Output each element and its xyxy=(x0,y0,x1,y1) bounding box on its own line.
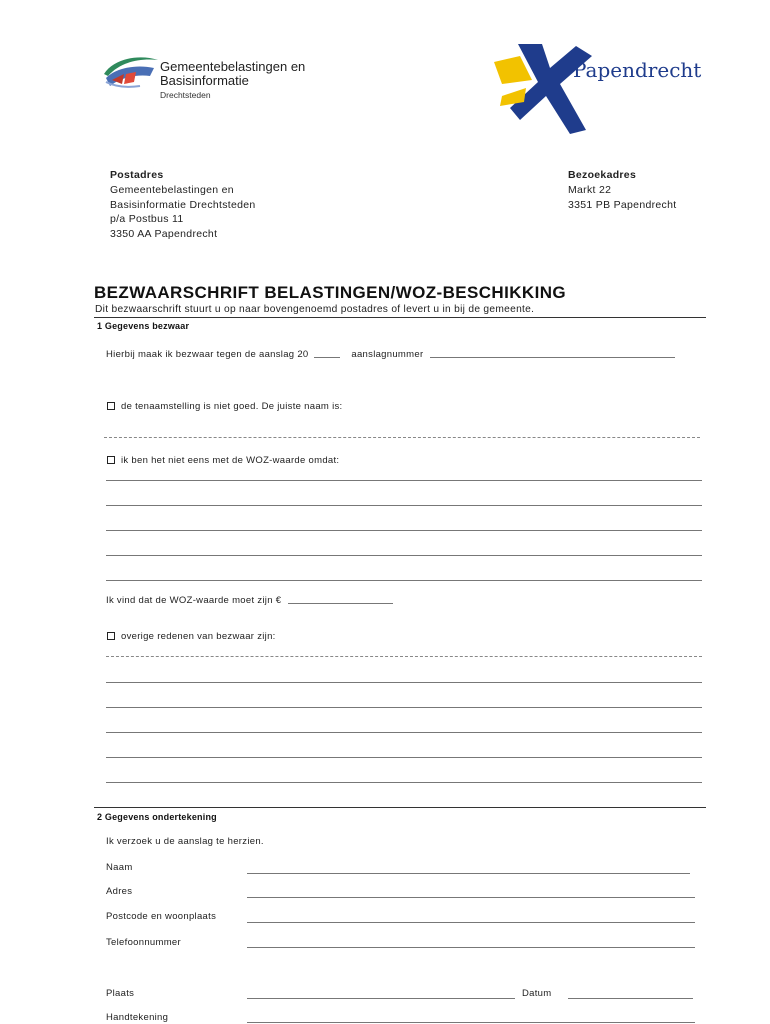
form-subtitle: Dit bezwaarschrift stuurt u op naar bovengenoemd postadres of levert u in bij de gemeente. xyxy=(95,304,535,315)
handtekening-label: Handtekening xyxy=(106,1012,169,1023)
bezoekadres-line: 3351 PB Papendrecht xyxy=(568,198,677,211)
datum-field[interactable] xyxy=(568,998,693,999)
option-woz-waarde[interactable] xyxy=(107,455,339,466)
aanslagnummer-field[interactable] xyxy=(430,349,675,358)
overige-reason-line[interactable] xyxy=(106,656,702,657)
section2-intro: Ik verzoek u de aanslag te herzien. xyxy=(106,836,264,847)
section-divider xyxy=(94,807,706,808)
overige-label: overige redenen van bezwaar zijn: xyxy=(121,631,276,642)
naam-label: Naam xyxy=(106,862,133,873)
telefoon-label: Telefoonnummer xyxy=(106,937,181,948)
tenaamstelling-answer-line[interactable] xyxy=(104,437,700,438)
papendrecht-emblem-icon xyxy=(490,40,600,136)
aanslag-year-field[interactable] xyxy=(314,349,340,358)
plaats-field[interactable] xyxy=(247,998,515,999)
woz-reason-line[interactable] xyxy=(106,480,702,481)
handtekening-field[interactable] xyxy=(247,1022,695,1023)
gbi-logo-text xyxy=(160,60,305,101)
papendrecht-logo-name: Papendrecht xyxy=(573,58,702,82)
woz-value-field[interactable] xyxy=(288,595,393,604)
overige-reason-line[interactable] xyxy=(106,757,702,758)
aanslag-row xyxy=(106,349,675,360)
tenaamstelling-checkbox[interactable] xyxy=(107,402,115,410)
postadres-heading: Postadres xyxy=(110,169,164,181)
adres-label: Adres xyxy=(106,886,133,897)
overige-reason-line[interactable] xyxy=(106,732,702,733)
overige-reason-line[interactable] xyxy=(106,707,702,708)
woz-waarde-label: ik ben het niet eens met de WOZ-waarde omdat: xyxy=(121,455,340,466)
woz-waarde-checkbox[interactable] xyxy=(107,456,115,464)
postcode-field[interactable] xyxy=(247,922,695,923)
woz-reason-line[interactable] xyxy=(106,555,702,556)
gbi-logo-line1: Gemeentebelastingen en xyxy=(160,59,306,74)
postcode-label: Postcode en woonplaats xyxy=(106,911,217,922)
aanslagnummer-label: aanslagnummer xyxy=(351,349,424,360)
overige-reason-line[interactable] xyxy=(106,782,702,783)
section-divider xyxy=(94,317,706,318)
bezoekadres-line: Markt 22 xyxy=(568,183,612,196)
woz-reason-line[interactable] xyxy=(106,505,702,506)
option-tenaamstelling[interactable] xyxy=(107,401,342,412)
woz-value-label: Ik vind dat de WOZ-waarde moet zijn € xyxy=(106,595,282,606)
option-overige[interactable] xyxy=(107,631,276,642)
section2-heading: 2 Gegevens ondertekening xyxy=(97,812,217,822)
telefoon-field[interactable] xyxy=(247,947,695,948)
woz-reason-line[interactable] xyxy=(106,530,702,531)
overige-checkbox[interactable] xyxy=(107,632,115,640)
plaats-label: Plaats xyxy=(106,988,135,999)
postadres-line: Gemeentebelastingen en xyxy=(110,183,234,196)
bezoekadres-heading: Bezoekadres xyxy=(568,169,637,181)
overige-reason-line[interactable] xyxy=(106,682,702,683)
postadres-line: p/a Postbus 11 xyxy=(110,213,184,226)
tenaamstelling-label: de tenaamstelling is niet goed. De juiste naam is: xyxy=(121,401,343,412)
gbi-logo-line3: Drechtsteden xyxy=(160,90,211,100)
postadres-line: 3350 AA Papendrecht xyxy=(110,228,218,241)
postadres-line: Basisinformatie Drechtsteden xyxy=(110,198,256,211)
form-title: BEZWAARSCHRIFT BELASTINGEN/WOZ-BESCHIKKING xyxy=(94,283,567,302)
adres-field[interactable] xyxy=(247,897,695,898)
postadres-block xyxy=(110,168,256,242)
woz-value-row xyxy=(106,595,393,606)
bezoekadres-block xyxy=(568,168,676,212)
aanslag-label: Hierbij maak ik bezwaar tegen de aanslag 20 xyxy=(106,349,309,360)
naam-field[interactable] xyxy=(247,873,690,874)
section1-heading: 1 Gegevens bezwaar xyxy=(97,321,190,331)
gbi-emblem-icon xyxy=(100,52,160,92)
datum-label: Datum xyxy=(522,988,552,999)
woz-reason-line[interactable] xyxy=(106,580,702,581)
gbi-logo-line2: Basisinformatie xyxy=(160,73,249,88)
